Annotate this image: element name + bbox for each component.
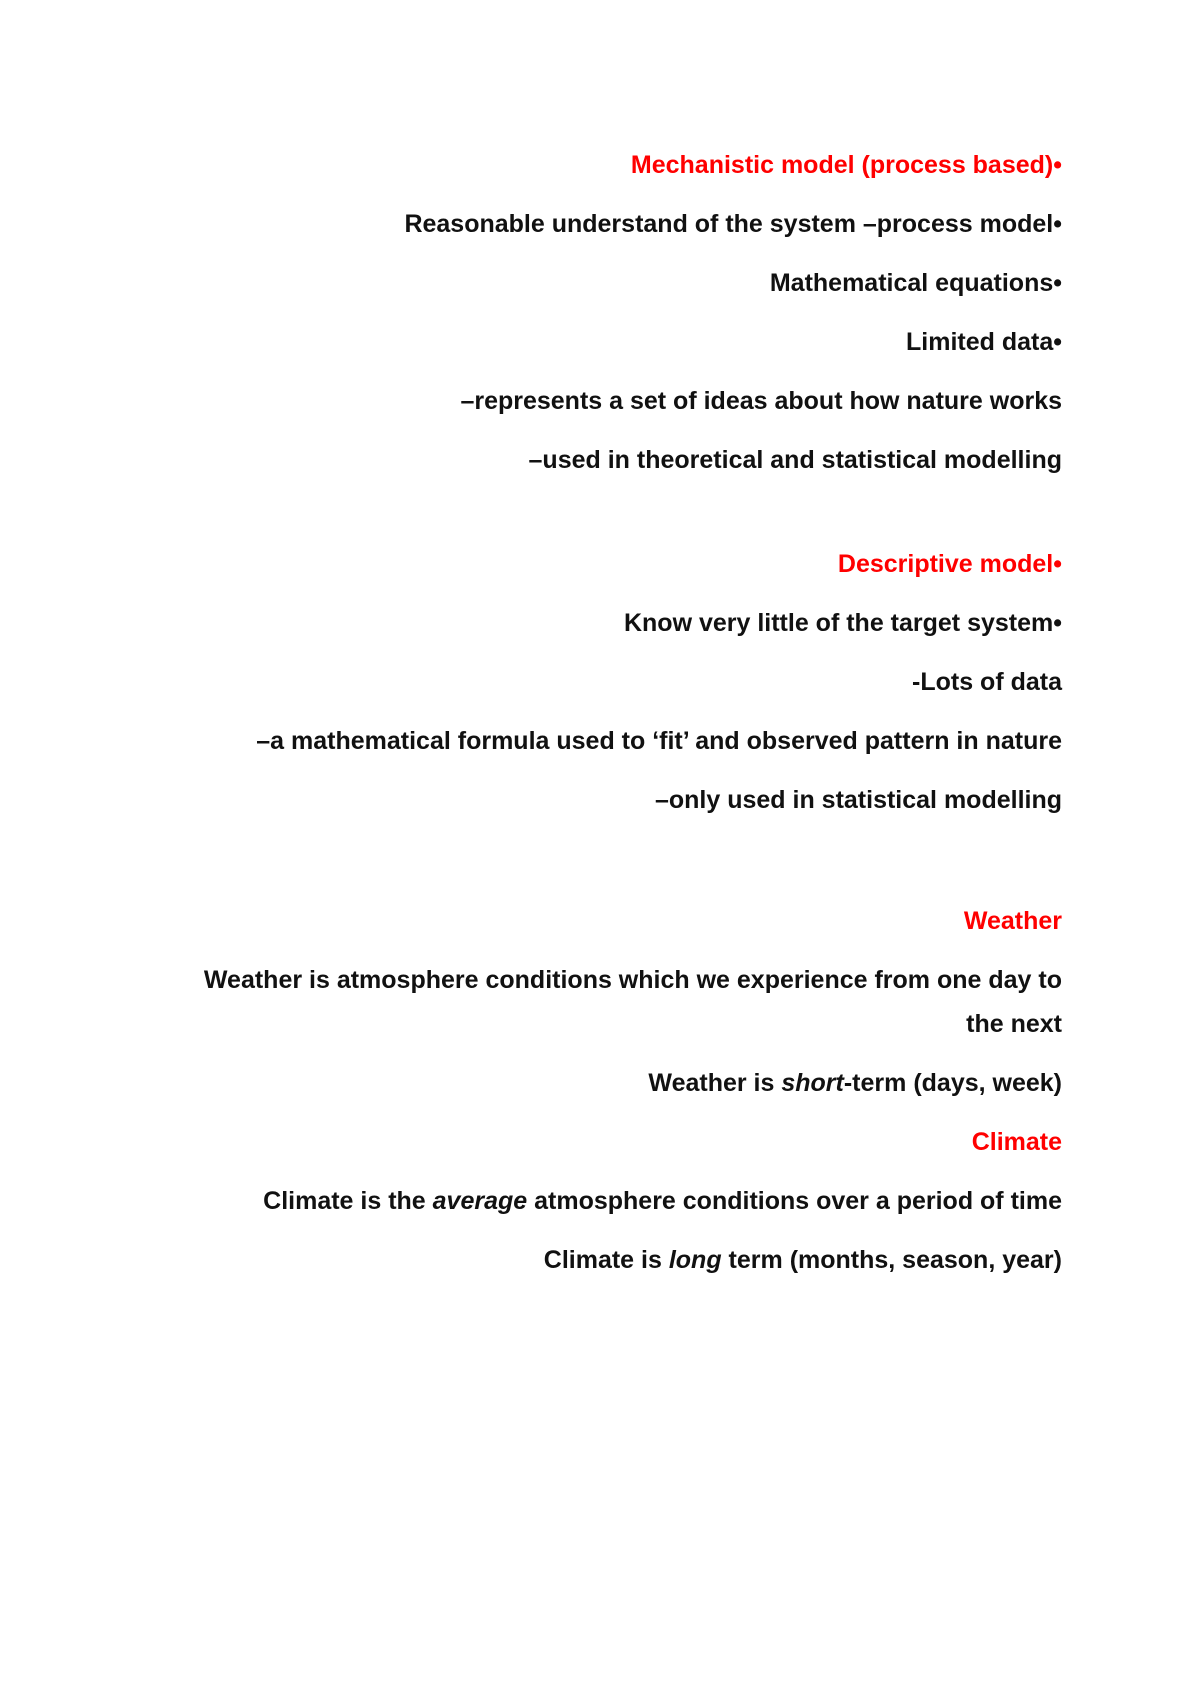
climate-line-1 xyxy=(182,1179,1062,1223)
weather-line-2-pre: Weather is xyxy=(648,1069,782,1097)
climate-section xyxy=(182,1120,1062,1282)
descriptive-line-3: –a mathematical formula used to ‘fit’ and observed pattern in nature xyxy=(256,727,1062,755)
mechanistic-line-1: Reasonable understand of the system –process model• xyxy=(404,210,1062,238)
mechanistic-section xyxy=(182,143,1062,482)
descriptive-line-4: –only used in statistical modelling xyxy=(654,786,1062,814)
weather-line-2 xyxy=(182,1061,1062,1105)
weather-line-1: Weather is atmosphere conditions which we experience from one day to the next xyxy=(203,966,1062,1038)
climate-line-2-emphasis: long xyxy=(668,1246,722,1274)
climate-line-2-post: term (months, season, year) xyxy=(721,1246,1062,1274)
mechanistic-line-4: –represents a set of ideas about how nature works xyxy=(460,387,1062,415)
descriptive-line-1: Know very little of the target system• xyxy=(623,609,1062,637)
climate-line-1-pre: Climate is the xyxy=(263,1187,433,1215)
document-body xyxy=(182,143,1062,1297)
weather-section xyxy=(182,899,1062,1105)
mechanistic-heading: Mechanistic model (process based)• xyxy=(630,151,1062,179)
mechanistic-line-3: Limited data• xyxy=(906,328,1062,356)
climate-line-2 xyxy=(182,1238,1062,1282)
descriptive-heading: Descriptive model• xyxy=(837,550,1062,578)
descriptive-section xyxy=(182,542,1062,822)
climate-line-2-pre: Climate is xyxy=(543,1246,669,1274)
climate-heading: Climate xyxy=(971,1128,1062,1156)
weather-line-2-post: -term (days, week) xyxy=(843,1069,1062,1097)
climate-line-1-emphasis: average xyxy=(432,1187,528,1215)
weather-line-2-emphasis: short xyxy=(781,1069,844,1097)
mechanistic-line-2: Mathematical equations• xyxy=(769,269,1062,297)
mechanistic-line-5: –used in theoretical and statistical modelling xyxy=(528,446,1062,474)
climate-line-1-post: atmosphere conditions over a period of time xyxy=(527,1187,1062,1215)
descriptive-line-2: -Lots of data xyxy=(912,668,1062,696)
weather-heading: Weather xyxy=(963,907,1062,935)
